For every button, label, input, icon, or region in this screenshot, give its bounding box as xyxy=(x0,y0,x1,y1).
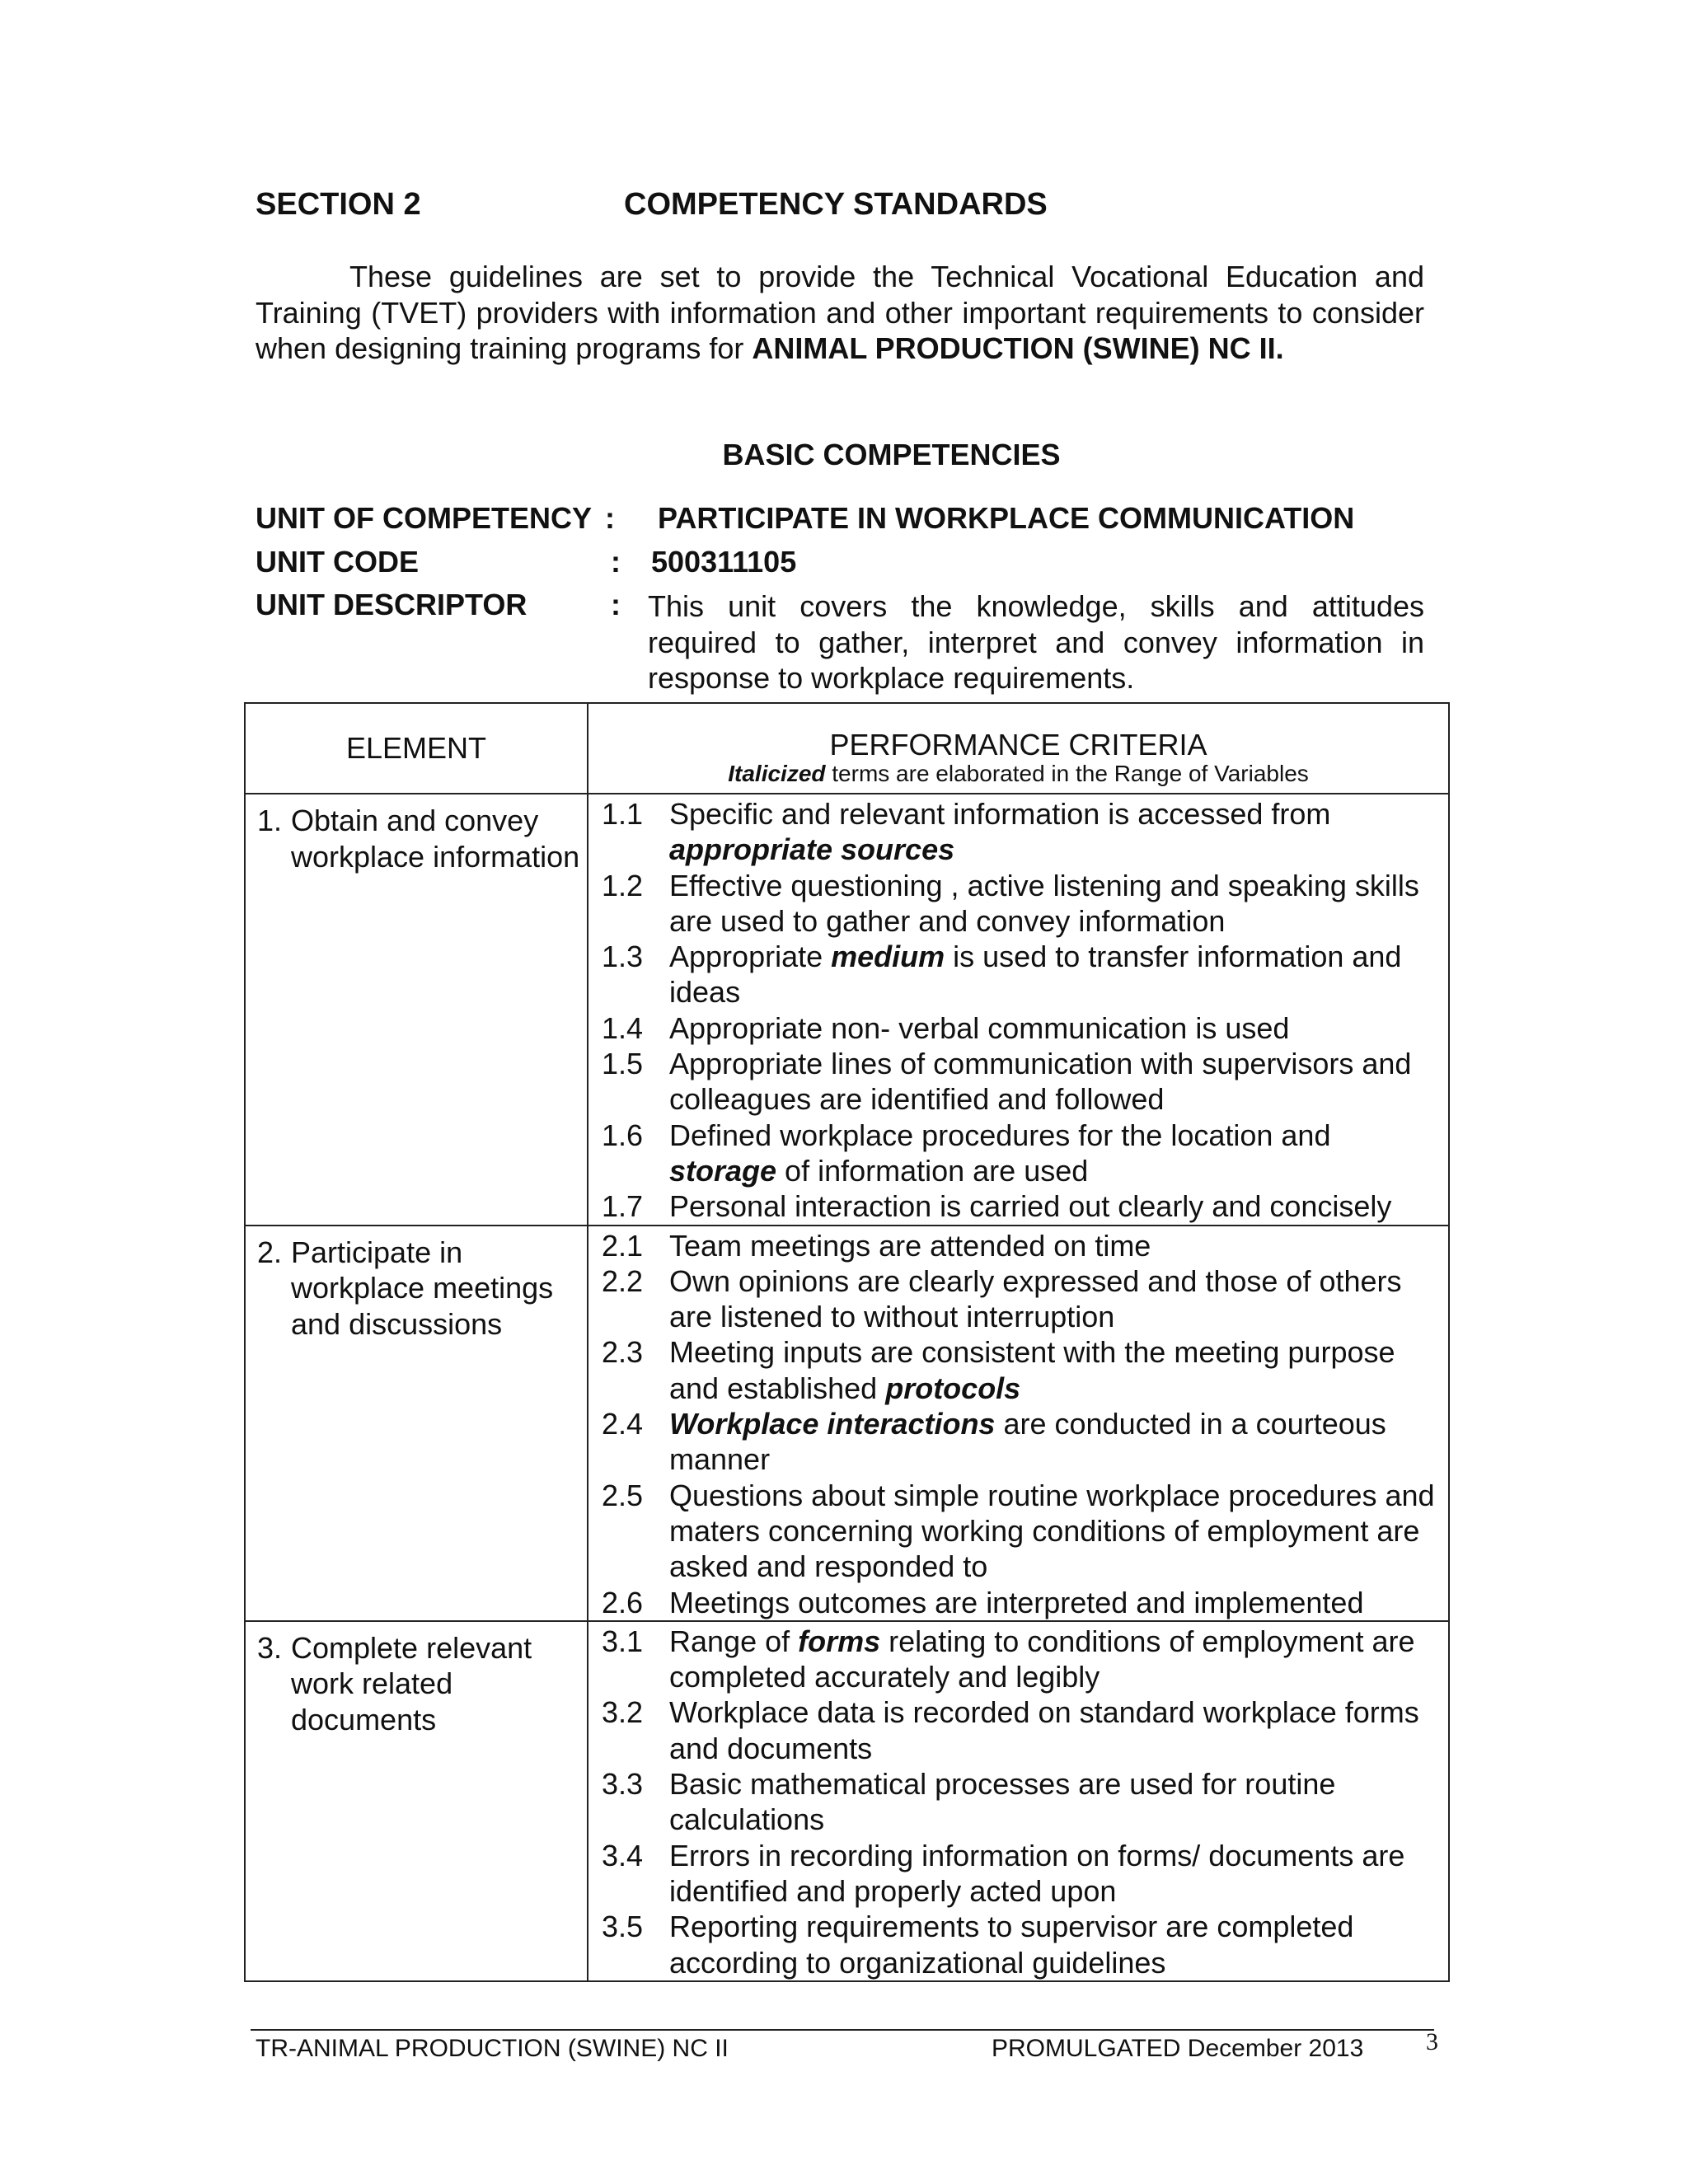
intro-text: These guidelines are set to provide the Technical Vocational Education and Training (TVET) providers with information and other important requirements to consider when designing training programs for xyxy=(256,260,1424,365)
element-cell xyxy=(245,1621,588,1981)
criterion-term: Workplace interactions xyxy=(669,1407,996,1441)
criterion xyxy=(602,796,1443,868)
criterion xyxy=(602,1334,1443,1406)
criterion-text xyxy=(669,1478,1443,1585)
criterion-term: appropriate sources xyxy=(669,832,955,867)
unit-descriptor-colon: : xyxy=(611,588,621,621)
basic-competencies-heading: BASIC COMPETENCIES xyxy=(722,438,1061,471)
criterion xyxy=(602,939,1443,1010)
element-cell xyxy=(245,794,588,1226)
criterion-text-part: Workplace data is recorded on standard workplace forms and documents xyxy=(669,1695,1419,1765)
criterion-number: 3.4 xyxy=(602,1838,644,1872)
criteria-cell xyxy=(588,794,1449,1226)
element-name: Obtain and convey workplace information xyxy=(291,804,580,874)
criterion-text-part: is used to transfer information and ideas xyxy=(669,940,1402,1010)
criterion-number: 3.5 xyxy=(602,1910,644,1944)
unit-descriptor-label: UNIT DESCRIPTOR xyxy=(256,588,528,621)
criterion-text-part: Appropriate lines of communication with supervisors and colleagues are identified and followed xyxy=(669,1047,1412,1117)
criterion-text xyxy=(669,1046,1443,1118)
criterion-number: 2.1 xyxy=(602,1228,644,1263)
criterion-text-part: Meetings outcomes are interpreted and implemented xyxy=(669,1585,1364,1619)
criterion-text xyxy=(669,1694,1443,1766)
element-number: 3. xyxy=(257,1630,283,1665)
criterion-text xyxy=(669,1118,1443,1189)
criterion-number: 2.6 xyxy=(602,1585,644,1619)
header-note xyxy=(588,762,1448,786)
criterion-text-part: Own opinions are clearly expressed and those of others are listened to without interruption xyxy=(669,1263,1402,1334)
criterion xyxy=(602,1838,1443,1910)
unit-competency-label: UNIT OF COMPETENCY xyxy=(256,501,593,535)
criterion-text xyxy=(669,1624,1443,1695)
element-number: 1. xyxy=(257,804,283,837)
criterion xyxy=(602,1228,1443,1263)
criterion-number: 1.5 xyxy=(602,1047,644,1081)
criterion-text-part: Basic mathematical processes are used for routine calculations xyxy=(669,1767,1336,1837)
criterion-text-part: Specific and relevant information is accessed from xyxy=(669,797,1331,831)
criterion xyxy=(602,1263,1443,1335)
criterion-text-part: Personal interaction is carried out clearly and concisely xyxy=(669,1189,1392,1224)
criterion-text xyxy=(669,939,1443,1010)
criterion xyxy=(602,868,1443,940)
criterion-text-part: Reporting requirements to supervisor are completed according to organizational guidelines xyxy=(669,1910,1354,1980)
element-entry xyxy=(257,1630,580,1738)
criterion-text xyxy=(669,1334,1443,1406)
criterion xyxy=(602,1118,1443,1189)
header-performance-criteria xyxy=(588,703,1449,794)
criterion-term: storage xyxy=(669,1153,777,1188)
criterion-text-part: relating to conditions of employment are completed accurately and legibly xyxy=(669,1624,1415,1694)
criterion-text xyxy=(669,796,1443,868)
element-number: 2. xyxy=(257,1235,283,1269)
criterion-number: 3.3 xyxy=(602,1767,644,1802)
element-cell xyxy=(245,1226,588,1621)
unit-competency-colon: : xyxy=(605,501,615,535)
criterion-text xyxy=(669,1838,1443,1910)
footer-rule xyxy=(251,2029,1434,2031)
criterion-text-part: Questions about simple routine workplace procedures and maters concerning working conditions of employment are asked and responded to xyxy=(669,1478,1435,1584)
criterion-text xyxy=(669,1406,1443,1478)
criterion xyxy=(602,1624,1443,1695)
section-number: SECTION 2 xyxy=(256,187,421,222)
criterion-text xyxy=(669,868,1443,940)
criterion xyxy=(602,1909,1443,1980)
criterion-number: 1.1 xyxy=(602,797,644,831)
criterion-text xyxy=(669,1188,1443,1224)
criteria-cell xyxy=(588,1621,1449,1981)
table-row xyxy=(245,1226,1449,1621)
criterion-number: 1.2 xyxy=(602,868,644,902)
header-element: ELEMENT xyxy=(245,703,588,794)
header-note-italic: Italicized xyxy=(728,761,826,786)
criterion-text xyxy=(669,1766,1443,1838)
unit-competency-value: PARTICIPATE IN WORKPLACE COMMUNICATION xyxy=(658,501,1355,535)
criterion-text-part: are conducted in a courteous manner xyxy=(669,1407,1386,1477)
criterion-number: 1.4 xyxy=(602,1010,644,1045)
criterion-number: 1.7 xyxy=(602,1189,644,1224)
table-row xyxy=(245,794,1449,1226)
intro-paragraph xyxy=(256,259,1424,367)
criterion-number: 2.2 xyxy=(602,1263,644,1298)
criterion-term: forms xyxy=(798,1624,881,1658)
unit-code-colon: : xyxy=(611,545,621,579)
page-number: 3 xyxy=(1426,2028,1438,2055)
criterion-text-part: Range of xyxy=(669,1624,799,1658)
element-entry xyxy=(257,803,580,874)
header-note-text: terms are elaborated in the Range of Variables xyxy=(825,761,1309,786)
criterion-term: medium xyxy=(831,940,945,974)
criterion xyxy=(602,1478,1443,1585)
criterion xyxy=(602,1766,1443,1838)
footer-promulgated: PROMULGATED December 2013 xyxy=(992,2035,1364,2062)
criterion-text-part: Team meetings are attended on time xyxy=(669,1228,1151,1263)
criterion-number: 2.5 xyxy=(602,1478,644,1512)
criteria-cell xyxy=(588,1226,1449,1621)
criterion-text xyxy=(669,1909,1443,1980)
criterion xyxy=(602,1188,1443,1224)
criterion-text-part: Appropriate non- verbal communication is used xyxy=(669,1010,1290,1045)
footer-qualification: TR-ANIMAL PRODUCTION (SWINE) NC II xyxy=(256,2035,729,2062)
element-name: Complete relevant work related documents xyxy=(291,1630,532,1736)
unit-code-label: UNIT CODE xyxy=(256,545,419,579)
intro-qualification: ANIMAL PRODUCTION (SWINE) NC II. xyxy=(752,331,1284,365)
criterion-term: protocols xyxy=(885,1371,1021,1405)
unit-code-value: 500311105 xyxy=(651,545,797,579)
criterion-text-part: Defined workplace procedures for the location and xyxy=(669,1118,1331,1152)
criterion-text-part: of information are used xyxy=(776,1153,1089,1188)
table-row xyxy=(245,1621,1449,1981)
criterion xyxy=(602,1406,1443,1478)
section-title: COMPETENCY STANDARDS xyxy=(624,187,1048,222)
competency-table xyxy=(244,702,1450,1982)
table-header-row xyxy=(245,703,1449,794)
element-name: Participate in workplace meetings and discussions xyxy=(291,1235,554,1341)
criterion-number: 1.6 xyxy=(602,1118,644,1152)
unit-descriptor-value: This unit covers the knowledge, skills and attitudes required to gather, interpret and convey information in response to workplace requirements. xyxy=(648,589,1424,695)
criterion xyxy=(602,1010,1443,1046)
element-entry xyxy=(257,1235,580,1343)
criterion-text-part: Appropriate xyxy=(669,940,832,974)
criterion-number: 3.2 xyxy=(602,1695,644,1730)
header-criteria-title: PERFORMANCE CRITERIA xyxy=(829,728,1207,762)
criterion-text-part: Meeting inputs are consistent with the meeting purpose and established xyxy=(669,1335,1395,1405)
competency-table-body xyxy=(245,703,1449,1981)
criterion-text xyxy=(669,1228,1443,1263)
criterion-number: 2.3 xyxy=(602,1335,644,1370)
criterion-number: 2.4 xyxy=(602,1407,644,1441)
criterion-number: 3.1 xyxy=(602,1624,644,1658)
criterion xyxy=(602,1046,1443,1118)
criterion-text-part: Effective questioning , active listening and speaking skills are used to gather and convey information xyxy=(669,868,1419,938)
criterion-text-part: Errors in recording information on forms/ documents are identified and properly acted upon xyxy=(669,1838,1405,1908)
criterion xyxy=(602,1585,1443,1620)
criterion-text xyxy=(669,1263,1443,1335)
criterion-number: 1.3 xyxy=(602,940,644,974)
criterion xyxy=(602,1694,1443,1766)
criterion-text xyxy=(669,1585,1443,1620)
criterion-text xyxy=(669,1010,1443,1046)
